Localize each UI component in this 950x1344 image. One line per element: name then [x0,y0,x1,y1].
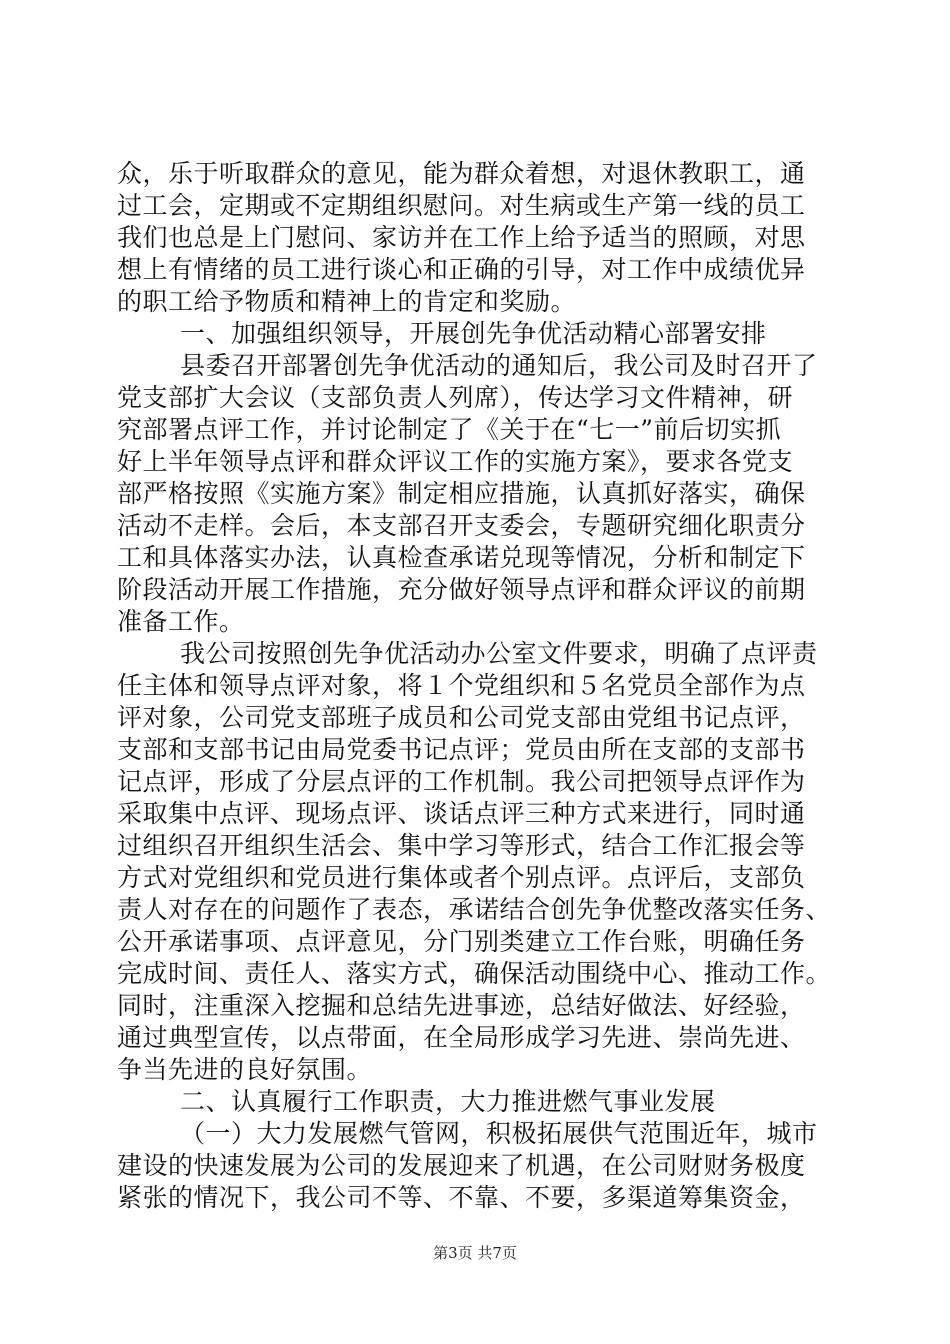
text-line: （一）大力发展燃气管网，积极拓展供气范围近年，城市 [180,1119,818,1148]
text-line: 责人对存在的问题作了表态，承诺结合创先争优整改落实任务、 [117,895,832,924]
text-line: 通过典型宣传，以点带面，在全局形成学习先进、崇尚先进、 [117,1023,806,1052]
text-line: 同时，注重深入挖掘和总结先进事迹，总结好做法、好经验， [117,991,806,1020]
text-line: 任主体和领导点评对象，将１个党组织和５名党员全部作为点 [117,671,806,700]
text-line: 过组织召开组织生活会、集中学习等形式，结合工作汇报会等 [117,831,806,860]
text-line: 采取集中点评、现场点评、谈话点评三种方式来进行，同时通 [117,799,806,828]
text-line: 阶段活动开展工作措施，充分做好领导点评和群众评议的前期 [117,575,806,604]
text-line: 我们也总是上门慰问、家访并在工作上给予适当的照顾，对思 [117,223,806,252]
text-line: 活动不走样。会后，本支部召开支委会，专题研究细化职责分 [117,511,806,540]
page-number-footer: 第3页 共7页 [433,1244,517,1262]
section-heading: 二、认真履行工作职责，大力推进燃气事业发展 [180,1087,716,1116]
text-line: 好上半年领导点评和群众评议工作的实施方案》，要求各党支 [117,447,794,476]
text-line: 准备工作。 [117,607,245,636]
text-line: 部严格按照《实施方案》制定相应措施，认真抓好落实，确保 [117,479,806,508]
text-line: 众，乐于听取群众的意见，能为群众着想，对退休教职工，通 [117,159,806,188]
text-line: 县委召开部署创先争优活动的通知后，我公司及时召开了 [180,351,818,380]
text-line: 紧张的情况下，我公司不等、不靠、不要，多渠道筹集资金， [117,1183,806,1212]
text-line: 党支部扩大会议（支部负责人列席），传达学习文件精神，研 [117,383,794,412]
text-line: 过工会，定期或不定期组织慰问。对生病或生产第一线的员工 [117,191,806,220]
text-line: 评对象，公司党支部班子成员和公司党支部由党组书记点评， [117,703,806,732]
text-line: 方式对党组织和党员进行集体或者个别点评。点评后，支部负 [117,863,806,892]
text-line: 工和具体落实办法，认真检查承诺兑现等情况，分析和制定下 [117,543,806,572]
text-line: 的职工给予物质和精神上的肯定和奖励。 [117,287,577,316]
section-heading: 一、加强组织领导，开展创先争优活动精心部署安排 [180,319,767,348]
text-line: 争当先进的良好氛围。 [117,1055,373,1084]
text-line: 完成时间、责任人、落实方式，确保活动围绕中心、推动工作。 [117,959,832,988]
text-line: 建设的快速发展为公司的发展迎来了机遇，在公司财财务极度 [117,1151,806,1180]
text-line: 想上有情绪的员工进行谈心和正确的引导，对工作中成绩优异 [117,255,806,284]
text-line: 公开承诺事项、点评意见，分门别类建立工作台账，明确任务 [117,927,806,956]
text-line: 记点评，形成了分层点评的工作机制。我公司把领导点评作为 [117,767,806,796]
text-line: 支部和支部书记由局党委书记点评；党员由所在支部的支部书 [117,735,806,764]
text-line: 究部署点评工作，并讨论制定了《关于在“七一”前后切实抓 [117,415,782,444]
text-line: 我公司按照创先争优活动办公室文件要求，明确了点评责 [180,639,818,668]
